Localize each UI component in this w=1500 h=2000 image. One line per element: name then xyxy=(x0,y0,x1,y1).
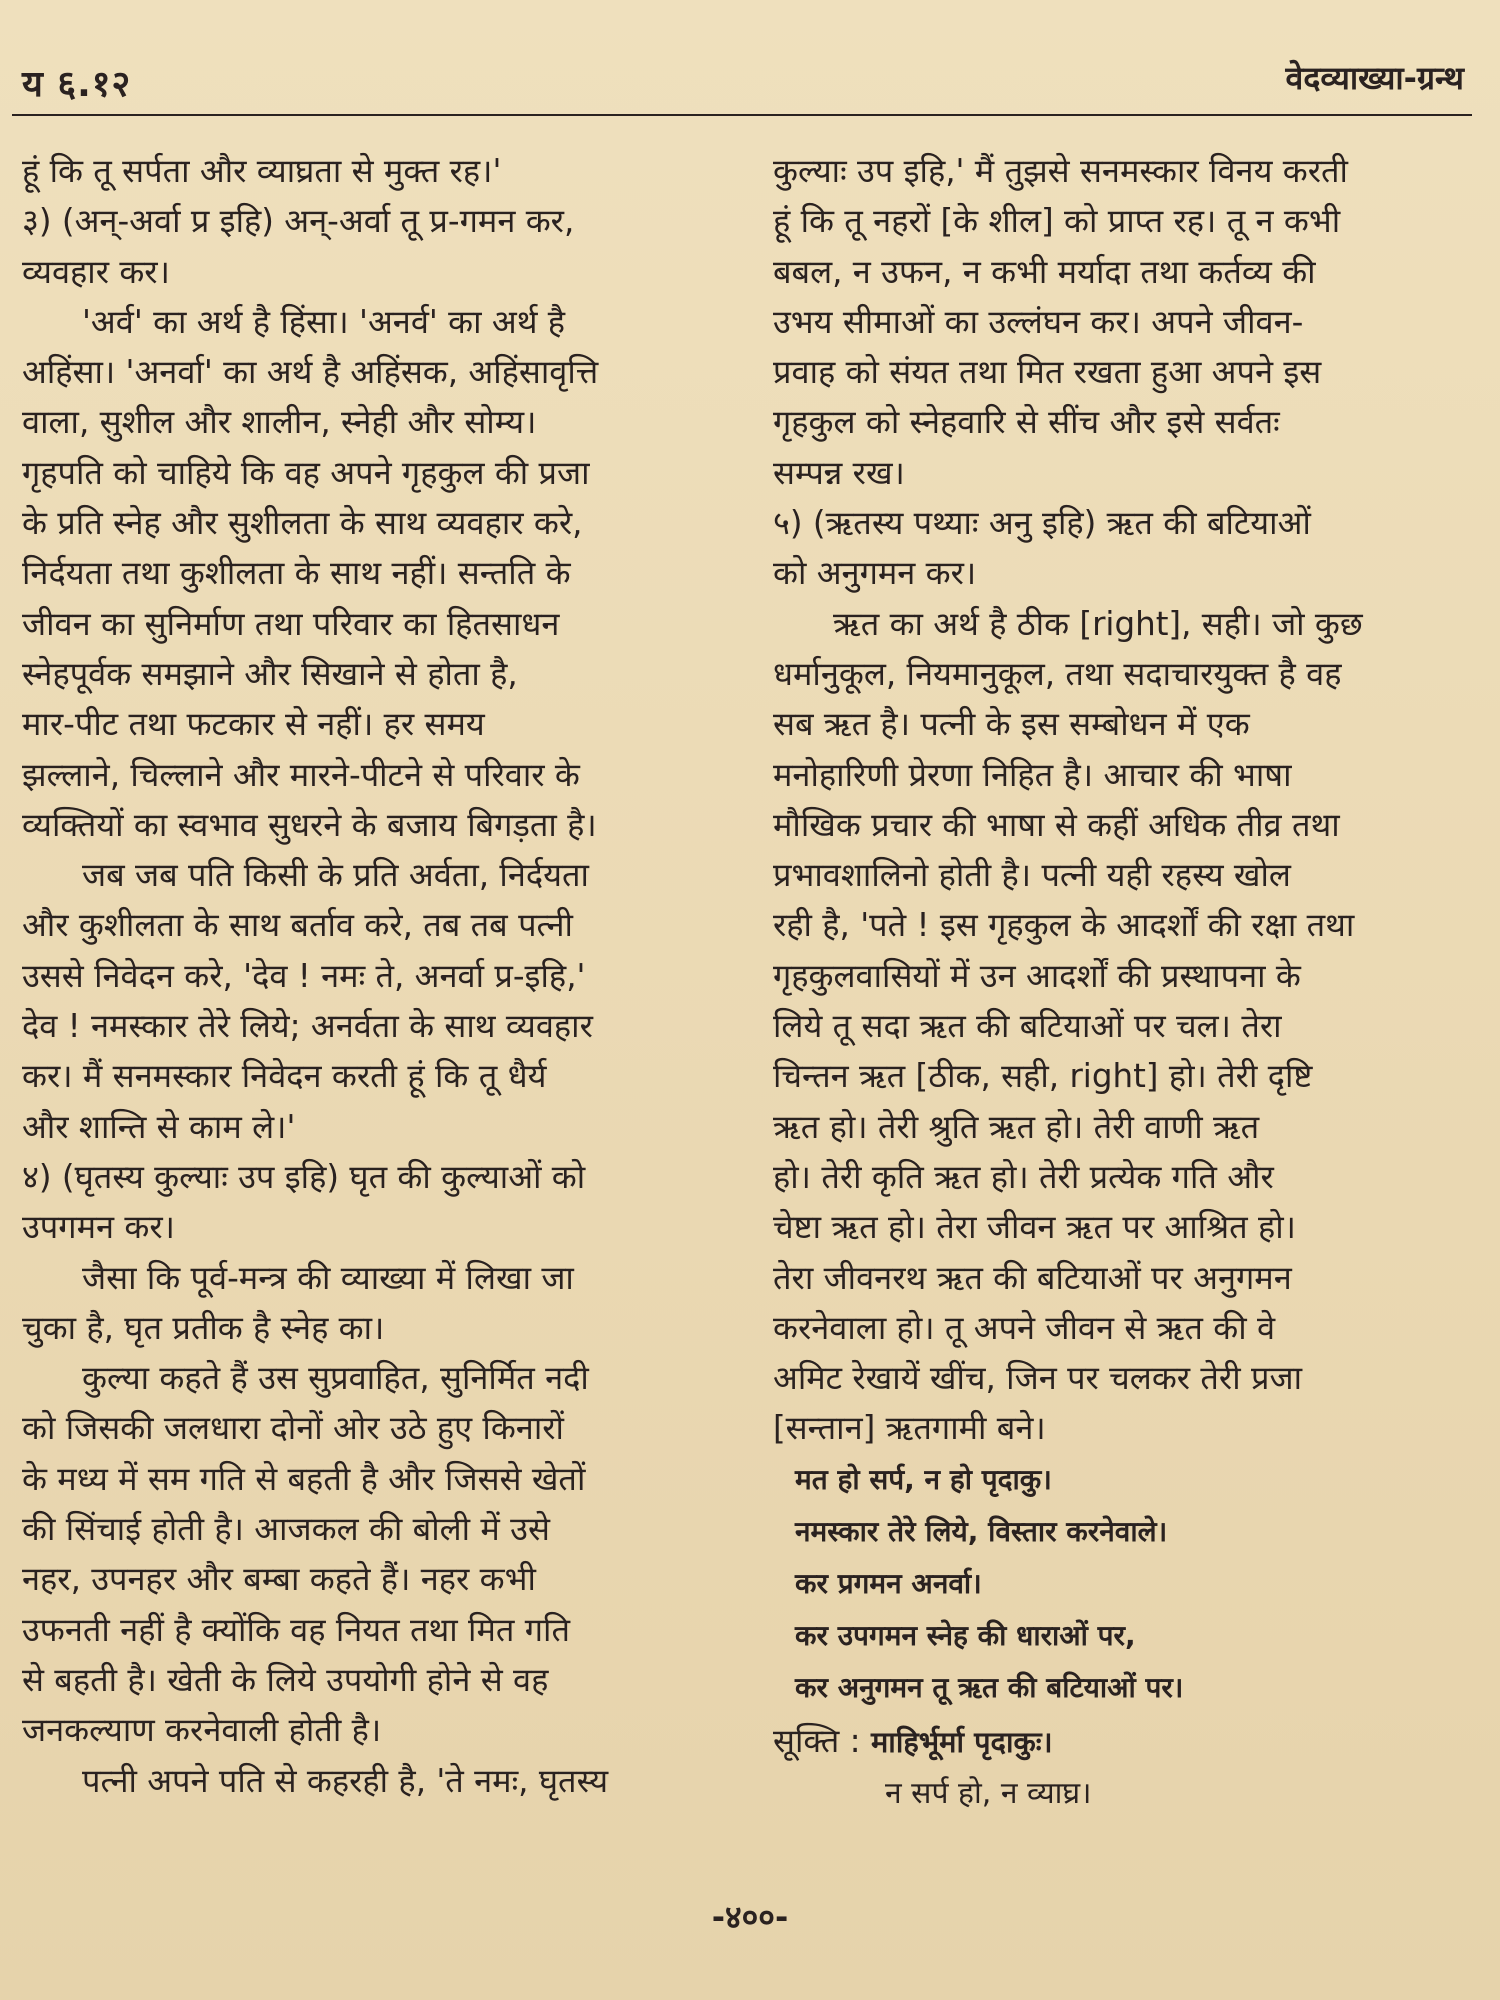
text-line: झल्लाने, चिल्लाने और मारने-पीटने से परिवार के xyxy=(22,755,580,794)
text-line: प्रवाह को संयत तथा मित रखता हुआ अपने इस xyxy=(773,353,1322,392)
text-line: हूं कि तू नहरों [के शील] को प्राप्त रह। तू न कभी xyxy=(773,202,1341,241)
text-line: तेरा जीवनरथ ऋत की बटियाओं पर अनुगमन xyxy=(773,1258,1292,1297)
poem-line: कर प्रगमन अनर्वा। xyxy=(795,1566,982,1600)
text-line: हूं कि तू सर्पता और व्याघ्रता से मुक्त रह।' xyxy=(22,152,502,190)
text-line: के प्रति स्नेह और सुशीलता के साथ व्यवहार करे, xyxy=(22,504,583,543)
text-line: के मध्य में सम गति से बहती है और जिससे खेतों xyxy=(22,1459,586,1498)
running-head-right: वेदव्याख्या-ग्रन्थ xyxy=(1285,59,1464,97)
text-line: उफनती नहीं है क्योंकि वह नियत तथा मित गति xyxy=(22,1610,570,1649)
text-line: वाला, सुशील और शालीन, स्नेही और सोम्य। xyxy=(22,403,537,442)
poem-line: कर अनुगमन तू ऋत की बटियाओं पर। xyxy=(795,1670,1184,1704)
text-line: धर्मानुकूल, नियमानुकूल, तथा सदाचारयुक्त है वह xyxy=(773,654,1342,693)
text-line: जीवन का सुनिर्माण तथा परिवार का हितसाधन xyxy=(22,604,560,643)
text-line: की सिंचाई होती है। आजकल की बोली में उसे xyxy=(22,1510,550,1549)
text-line: अहिंसा। 'अनर्वा' का अर्थ है अहिंसक, अहिंसावृत्ति xyxy=(22,353,599,392)
sukti-line xyxy=(773,1714,1473,1768)
text-line: जनकल्याण करनेवाली होती है। xyxy=(22,1711,382,1750)
page-number: -४००- xyxy=(711,1898,789,1936)
running-head-left: य ६.१२ xyxy=(22,64,132,105)
poem-line: नमस्कार तेरे लिये, विस्तार करनेवाले। xyxy=(795,1514,1168,1548)
text-line: रही है, 'पते ! इस गृहकुल के आदर्शों की रक्षा तथा xyxy=(773,906,1355,945)
text-line: व्यवहार कर। xyxy=(22,252,170,291)
text-line: देव ! नमस्कार तेरे लिये; अनर्वता के साथ व्यवहार xyxy=(22,1007,593,1046)
text-line: सब ऋत है। पत्नी के इस सम्बोधन में एक xyxy=(773,705,1250,744)
poem-line: मत हो सर्प, न हो पृदाकु। xyxy=(795,1462,1052,1496)
text-line: को जिसकी जलधारा दोनों ओर उठे हुए किनारों xyxy=(22,1409,564,1448)
text-line: गृहपति को चाहिये कि वह अपने गृहकुल की प्रजा xyxy=(22,453,590,492)
text-line: उभय सीमाओं का उल्लंघन कर। अपने जीवन- xyxy=(773,302,1304,341)
text-line: ३) (अन्-अर्वा प्र इहि) अन्-अर्वा तू प्र-गमन कर, xyxy=(22,202,575,241)
text-line: चिन्तन ऋत [ठीक, सही, right] हो। तेरी दृष्टि xyxy=(773,1057,1313,1096)
sukti-label: सूक्ति : xyxy=(773,1721,861,1760)
text-line: ४) (घृतस्य कुल्याः उप इहि) घृत की कुल्याओं को xyxy=(22,1157,586,1196)
text-line: और शान्ति से काम ले।' xyxy=(22,1107,296,1146)
text-line: [सन्तान] ऋतगामी बने। xyxy=(773,1409,1046,1448)
text-line: स्नेहपूर्वक समझाने और सिखाने से होता है, xyxy=(22,654,518,693)
text-line: निर्दयता तथा कुशीलता के साथ नहीं। सन्तति के xyxy=(22,554,571,593)
text-line: लिये तू सदा ऋत की बटियाओं पर चल। तेरा xyxy=(773,1007,1282,1046)
poem-line: कर उपगमन स्नेह की धाराओं पर, xyxy=(795,1618,1136,1652)
text-line: जब जब पति किसी के प्रति अर्वता, निर्दयता xyxy=(82,856,589,895)
text-line: मनोहारिणी प्रेरणा निहित है। आचार की भाषा xyxy=(773,755,1292,794)
text-line: करनेवाला हो। तू अपने जीवन से ऋत की वे xyxy=(773,1308,1276,1347)
text-line: और कुशीलता के साथ बर्ताव करे, तब तब पत्नी xyxy=(22,906,573,945)
text-line: ऋत का अर्थ है ठीक [right], सही। जो कुछ xyxy=(833,604,1363,643)
sukti-translation: न सर्प हो, न व्याघ्र। xyxy=(885,1775,1092,1811)
text-line: उपगमन कर। xyxy=(22,1208,175,1247)
text-line: कर। मैं सनमस्कार निवेदन करती हूं कि तू धैर्य xyxy=(22,1057,547,1096)
text-line: हो। तेरी कृति ऋत हो। तेरी प्रत्येक गति और xyxy=(773,1157,1274,1196)
text-line: को अनुगमन कर। xyxy=(773,554,977,593)
text-line: कुल्या कहते हैं उस सुप्रवाहित, सुनिर्मित नदी xyxy=(82,1359,589,1398)
text-line: चेष्टा ऋत हो। तेरा जीवन ऋत पर आश्रित हो। xyxy=(773,1208,1296,1247)
left-column xyxy=(22,146,734,1806)
text-line: बबल, न उफन, न कभी मर्यादा तथा कर्तव्य की xyxy=(773,252,1316,291)
text-line: चुका है, घृत प्रतीक है स्नेह का। xyxy=(22,1308,385,1347)
text-line: प्रभावशालिनो होती है। पत्नी यही रहस्य खोल xyxy=(773,856,1291,895)
text-line: मार-पीट तथा फटकार से नहीं। हर समय xyxy=(22,705,485,744)
text-line: गृहकुल को स्नेहवारि से सींच और इसे सर्वतः xyxy=(773,403,1280,442)
sukti-text: माहिर्भूर्मा पृदाकुः। xyxy=(870,1724,1053,1759)
text-line: व्यक्तियों का स्वभाव सुधरने के बजाय बिगड़ता है। xyxy=(22,805,597,844)
right-column xyxy=(773,146,1473,1820)
text-line: अमिट रेखायें खींच, जिन पर चलकर तेरी प्रजा xyxy=(773,1359,1303,1398)
text-line: 'अर्व' का अर्थ है हिंसा। 'अनर्व' का अर्थ है xyxy=(82,302,566,341)
text-line: गृहकुलवासियों में उन आदर्शों की प्रस्थापना के xyxy=(773,956,1301,995)
text-line: ५) (ऋतस्य पथ्याः अनु इहि) ऋत की बटियाओं xyxy=(773,504,1311,543)
text-line: ऋत हो। तेरी श्रुति ऋत हो। तेरी वाणी ऋत xyxy=(773,1107,1260,1146)
text-line: उससे निवेदन करे, 'देव ! नमः ते, अनर्वा प्र-इहि,' xyxy=(22,956,586,995)
text-line: नहर, उपनहर और बम्बा कहते हैं। नहर कभी xyxy=(22,1560,536,1599)
text-line: मौखिक प्रचार की भाषा से कहीं अधिक तीव्र तथा xyxy=(773,805,1340,844)
text-line: पत्नी अपने पति से कहरही है, 'ते नमः, घृतस्य xyxy=(82,1761,609,1800)
header-rule xyxy=(12,114,1472,116)
text-line: कुल्याः उप इहि,' मैं तुझसे सनमस्कार विनय करती xyxy=(773,152,1348,190)
text-line: जैसा कि पूर्व-मन्त्र की व्याख्या में लिखा जा xyxy=(82,1258,574,1297)
text-line: सम्पन्न रख। xyxy=(773,453,905,492)
text-line: से बहती है। खेती के लिये उपयोगी होने से वह xyxy=(22,1660,549,1699)
